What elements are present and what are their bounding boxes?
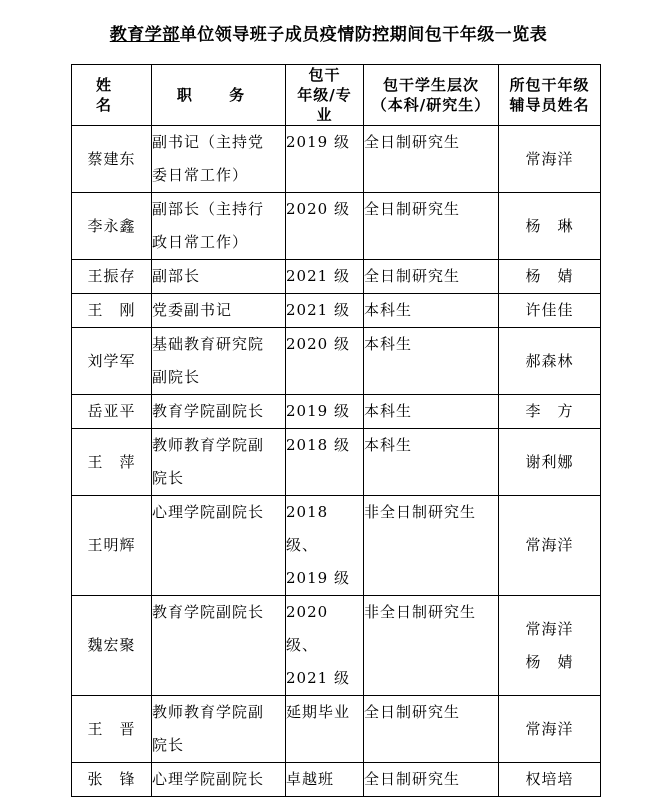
cell-grade: 2018 级、 2019 级 (286, 496, 364, 596)
table-row (72, 763, 601, 797)
cell-student-level: 全日制研究生 (364, 193, 499, 260)
cell-post: 副部长 (152, 260, 286, 294)
table-row (72, 696, 601, 763)
cell-name: 张 锋 (72, 763, 152, 797)
cell-student-level: 本科生 (364, 395, 499, 429)
cell-student-level: 非全日制研究生 (364, 496, 499, 596)
header-student-level: 包干学生层次 （本科/研究生） (364, 65, 499, 126)
cell-name: 魏宏聚 (72, 596, 152, 696)
header-grade: 包干 年级/专 业 (286, 65, 364, 126)
cell-name: 王 刚 (72, 294, 152, 328)
cell-counselor: 常海洋 (499, 126, 601, 193)
cell-grade: 延期毕业 (286, 696, 364, 763)
header-counselor: 所包干年级 辅导员姓名 (499, 65, 601, 126)
leadership-assignment-table (71, 64, 601, 797)
table-row (72, 496, 601, 596)
table-row (72, 260, 601, 294)
cell-name: 刘学军 (72, 328, 152, 395)
cell-name: 王振存 (72, 260, 152, 294)
cell-counselor: 常海洋 (499, 696, 601, 763)
table-row (72, 126, 601, 193)
cell-student-level: 全日制研究生 (364, 260, 499, 294)
cell-student-level: 全日制研究生 (364, 696, 499, 763)
cell-student-level: 本科生 (364, 429, 499, 496)
table-row (72, 395, 601, 429)
table-header-row (72, 65, 601, 126)
table-row (72, 193, 601, 260)
cell-student-level: 全日制研究生 (364, 126, 499, 193)
cell-student-level: 本科生 (364, 294, 499, 328)
cell-name: 岳亚平 (72, 395, 152, 429)
cell-counselor: 许佳佳 (499, 294, 601, 328)
cell-post: 教育学院副院长 (152, 395, 286, 429)
cell-grade: 2020 级、 2021 级 (286, 596, 364, 696)
table-row (72, 328, 601, 395)
cell-counselor: 郝森林 (499, 328, 601, 395)
title-main-part: 单位领导班子成员疫情防控期间包干年级一览表 (179, 25, 548, 45)
table-row (72, 429, 601, 496)
cell-grade: 2020 级 (286, 193, 364, 260)
cell-name: 王明辉 (72, 496, 152, 596)
document-title (0, 20, 657, 45)
cell-post: 心理学院副院长 (152, 496, 286, 596)
cell-grade: 2021 级 (286, 294, 364, 328)
table-row (72, 294, 601, 328)
cell-grade: 2021 级 (286, 260, 364, 294)
cell-student-level: 本科生 (364, 328, 499, 395)
header-post: 职 务 (152, 65, 286, 126)
cell-post: 教师教育学院副 院长 (152, 429, 286, 496)
cell-grade: 卓越班 (286, 763, 364, 797)
cell-post: 教育学院副院长 (152, 596, 286, 696)
cell-student-level: 全日制研究生 (364, 763, 499, 797)
title-underlined-part: 教育学部 (109, 25, 180, 45)
table-row (72, 596, 601, 696)
cell-name: 王 萍 (72, 429, 152, 496)
cell-counselor: 谢利娜 (499, 429, 601, 496)
cell-counselor: 权培培 (499, 763, 601, 797)
cell-post: 党委副书记 (152, 294, 286, 328)
cell-name: 王 晋 (72, 696, 152, 763)
cell-student-level: 非全日制研究生 (364, 596, 499, 696)
cell-post: 心理学院副院长 (152, 763, 286, 797)
cell-post: 教师教育学院副 院长 (152, 696, 286, 763)
cell-grade: 2018 级 (286, 429, 364, 496)
cell-grade: 2020 级 (286, 328, 364, 395)
cell-post: 副书记（主持党 委日常工作） (152, 126, 286, 193)
cell-counselor: 杨 婧 (499, 260, 601, 294)
cell-name: 蔡建东 (72, 126, 152, 193)
cell-name: 李永鑫 (72, 193, 152, 260)
cell-counselor: 常海洋 (499, 496, 601, 596)
cell-counselor: 常海洋 杨 婧 (499, 596, 601, 696)
cell-counselor: 杨 琳 (499, 193, 601, 260)
header-name: 姓 名 (72, 65, 152, 126)
cell-post: 副部长（主持行 政日常工作） (152, 193, 286, 260)
cell-counselor: 李 方 (499, 395, 601, 429)
cell-grade: 2019 级 (286, 395, 364, 429)
cell-grade: 2019 级 (286, 126, 364, 193)
cell-post: 基础教育研究院 副院长 (152, 328, 286, 395)
